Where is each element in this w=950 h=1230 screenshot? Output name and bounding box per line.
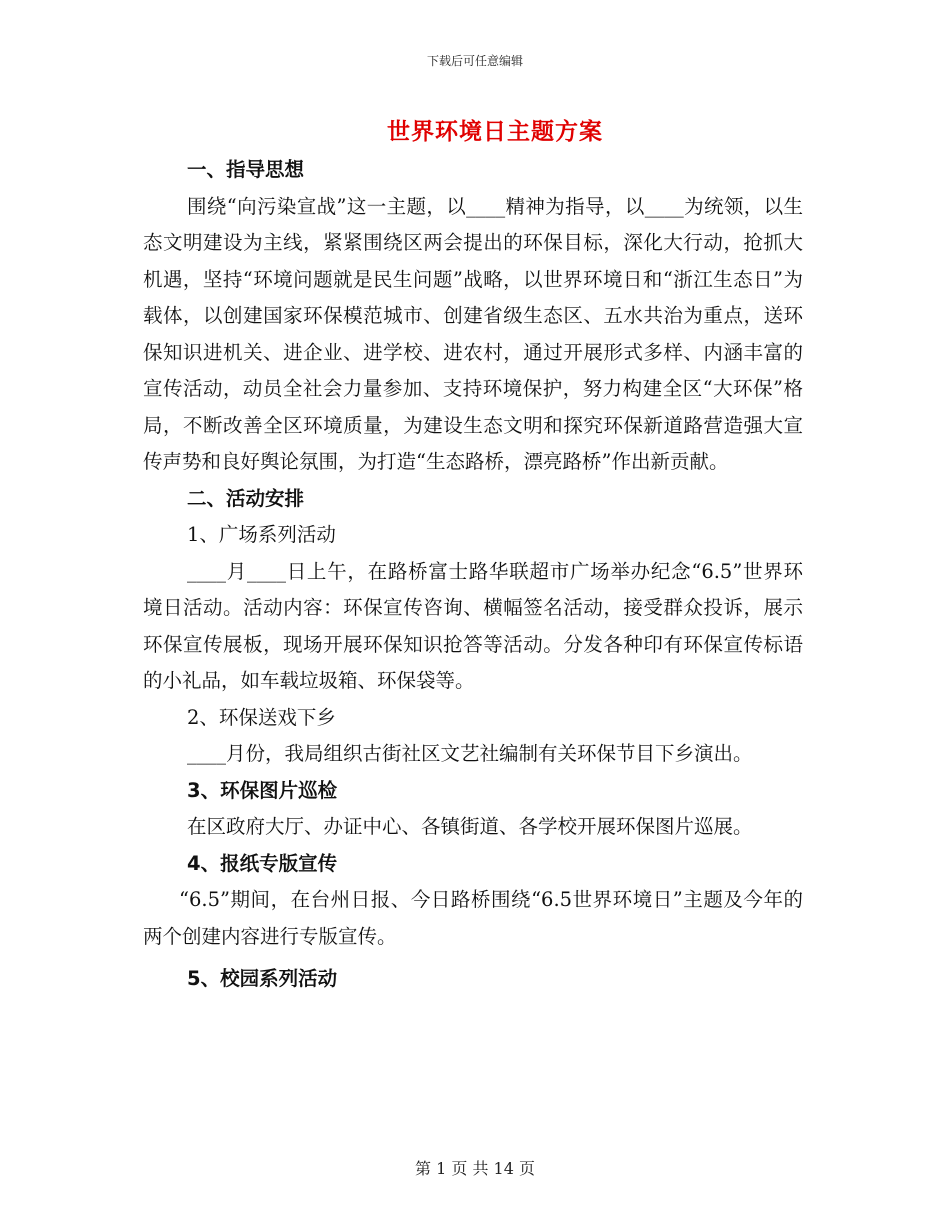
document-title: 世界环境日主题方案	[387, 119, 603, 145]
section-1-paragraph: 围绕“向污染宣战”这一主题，以____精神为指导，以____为统领，以生态文明建设为主线，紧紧围绕区两会提出的环保目标，深化大行动，抢抓大机遇，坚持“环境问题就是民生问题”战略，以世界环境日和“浙江生态日”为载体，以创建国家环保模范城市、创建省级生态区、五水共治为重点，送环保知识进机关、进企业、进学校、进农村，通过开展形式多样、内涵丰富的宣传活动，动员全社会力量参加、支持环境保护，努力构建全区“大环保”格局，不断改善全区环境质量，为建设生态文明和探究环保新道路营造强大宣传声势和良好舆论氛围，为打造“生态路桥，漂亮路桥”作出新贡献。	[143, 194, 803, 473]
item-1-title: 1、广场系列活动	[187, 523, 336, 546]
section-1-heading: 一、指导思想	[187, 158, 305, 181]
item-1-text: ____月____日上午，在路桥富士路华联超市广场举办纪念“6.5”世界环境日活动。活动内容：环保宣传咨询、横幅签名活动，接受群众投诉，展示环保宣传展板，现场开展环保知识抢答等活动。分发各种印有环保宣传标语的小礼品，如车载垃圾箱、环保袋等。	[143, 559, 803, 692]
item-3-title: 3、环保图片巡检	[187, 778, 338, 802]
item-5-title: 5、校园系列活动	[187, 967, 338, 990]
page-footer: 第 1 页 共 14 页	[415, 1159, 535, 1178]
item-4-title: 4、报纸专版宣传	[187, 851, 338, 875]
document-body	[143, 152, 803, 998]
item-2-text: ____月份，我局组织古街社区文艺社编制有关环保节目下乡演出。	[187, 742, 753, 765]
item-4-text: “6.5”期间，在台州日报、今日路桥围绕“6.5世界环境日”主题及今年的两个创建内容进行专版宣传。	[143, 888, 803, 948]
item-3-text: 在区政府大厅、办证中心、各镇街道、各学校开展环保图片巡展。	[187, 815, 753, 838]
item-2-title: 2、环保送戏下乡	[187, 705, 336, 729]
section-2-heading: 二、活动安排	[187, 486, 305, 510]
header-note: 下载后可任意编辑	[426, 54, 523, 68]
